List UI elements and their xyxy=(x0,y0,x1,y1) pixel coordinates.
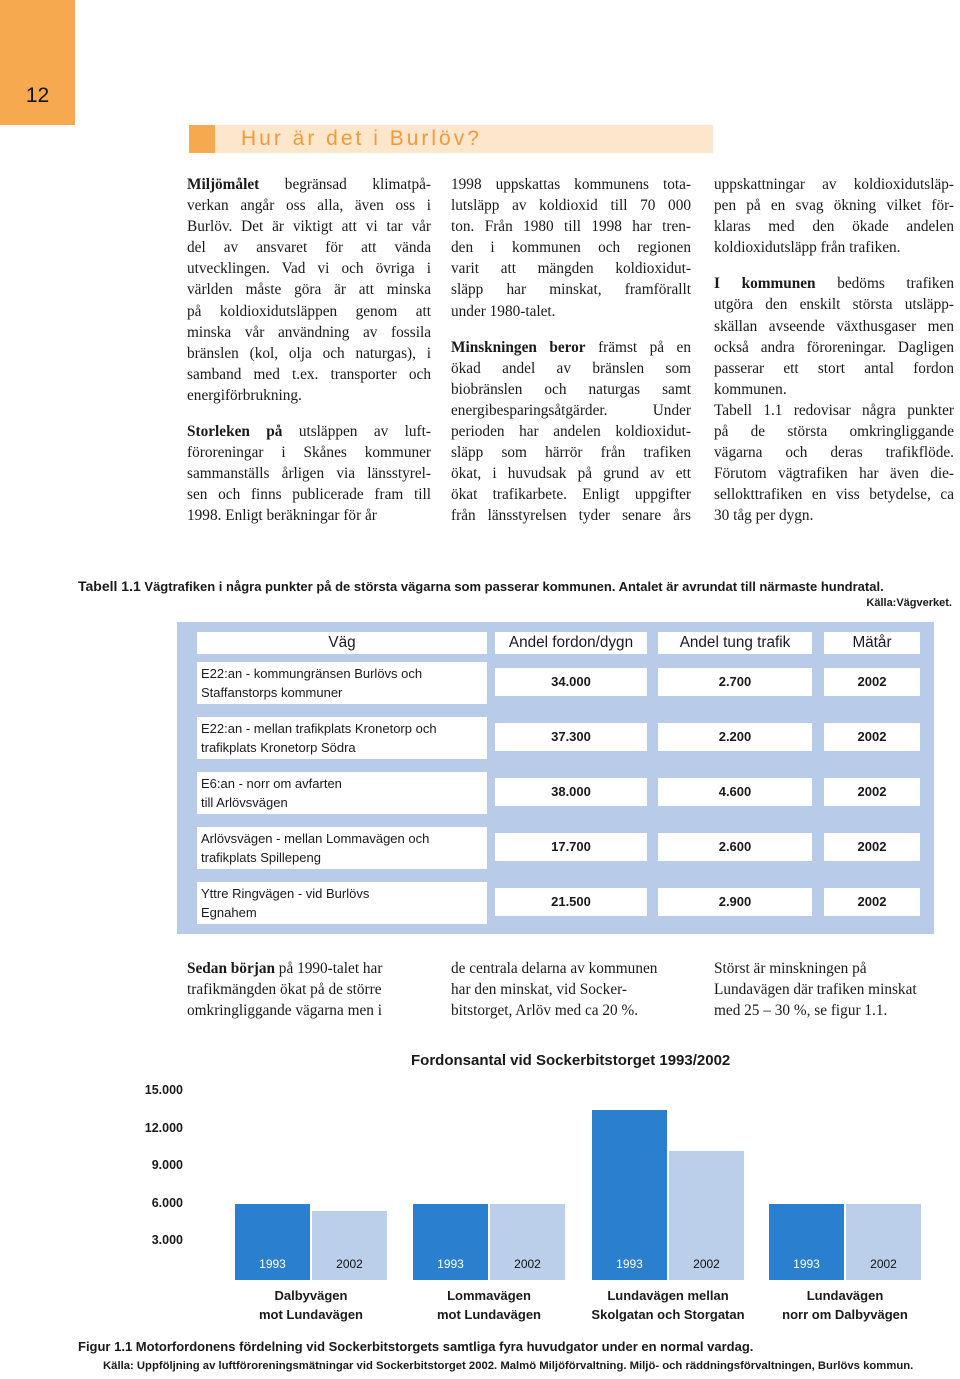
text-line xyxy=(714,463,954,484)
category-label-line: mot Lundavägen xyxy=(436,1307,541,1322)
bar-year-label: 2002 xyxy=(870,1257,897,1271)
paragraph xyxy=(451,337,691,527)
text-line xyxy=(714,195,954,216)
paragraph-lead: I kommunen xyxy=(714,275,816,293)
text-column-1 xyxy=(187,174,431,542)
text-fragment: föroreningar i Skånes kommuner xyxy=(187,444,431,462)
text-line xyxy=(451,484,691,505)
text-fragment: Förutom vägtrafiken har även die- xyxy=(714,465,954,483)
text-fragment: vägarna och deras trafikflöde. xyxy=(714,444,954,462)
road-name-line: trafikplats Spillepeng xyxy=(201,850,321,865)
text-line xyxy=(187,322,431,343)
text-line xyxy=(451,258,691,279)
road-name-line: E6:an - norr om avfarten xyxy=(201,776,342,791)
text-line xyxy=(714,358,954,379)
table-cell-fordon: 34.000 xyxy=(495,668,647,696)
category-label xyxy=(583,1286,753,1324)
text-fragment: kommunen. xyxy=(714,380,787,398)
paragraph-lead: Storleken på xyxy=(187,423,283,441)
text-line xyxy=(187,421,431,442)
text-line xyxy=(187,301,431,322)
text-fragment: samband med t.ex. transporter och xyxy=(187,365,431,383)
text-line xyxy=(451,379,691,400)
text-line xyxy=(714,1000,917,1021)
text-line xyxy=(451,195,691,216)
text-fragment: omkringliggande vägarna men i xyxy=(187,1002,382,1020)
text-fragment: släpp som härrör från trafiken xyxy=(451,444,691,462)
text-fragment: på koldioxidutsläppen genom att xyxy=(187,302,431,320)
bar-year-label: 1993 xyxy=(793,1257,820,1271)
bottom-text-column-3 xyxy=(714,958,917,1021)
figure-caption-text: Motorfordonens fördelning vid Sockerbitstorgets samtliga fyra huvudgator under en normal vardag. xyxy=(132,1339,754,1354)
y-tick-label: 6.000 xyxy=(151,1195,183,1210)
text-line xyxy=(714,174,954,195)
text-line xyxy=(714,958,917,979)
category-label-line: Skolgatan och Storgatan xyxy=(591,1307,745,1322)
text-line xyxy=(187,463,431,484)
text-line xyxy=(714,294,954,315)
text-fragment: ökat, i huvudsak på grund av ett xyxy=(451,465,691,483)
text-line xyxy=(187,195,431,216)
text-line xyxy=(451,301,691,322)
text-fragment: på de största omkringliggande xyxy=(714,423,954,441)
road-name-line: Arlövsvägen - mellan Lommavägen och xyxy=(201,831,430,846)
paragraph xyxy=(714,273,954,526)
text-fragment: ökad andel av bränslen som xyxy=(451,359,691,377)
category-label-line: norr om Dalbyvägen xyxy=(782,1307,908,1322)
bar-year-label: 2002 xyxy=(514,1257,541,1271)
category-label-line: mot Lundavägen xyxy=(258,1307,363,1322)
bottom-text-column-2 xyxy=(451,958,657,1021)
text-fragment: Tabell 1.1 redovisar några punkter xyxy=(714,401,954,419)
text-line xyxy=(451,358,691,379)
text-fragment: från länsstyrelsen tyder senare års xyxy=(451,507,691,525)
text-line xyxy=(451,463,691,484)
text-line xyxy=(714,273,954,294)
table-cell-tung: 2.700 xyxy=(658,668,812,696)
road-name-line: Staffanstorps kommuner xyxy=(201,685,343,700)
text-fragment: klaras med den ökade andelen xyxy=(714,218,954,236)
text-line xyxy=(187,505,431,526)
text-column-2 xyxy=(451,174,691,542)
text-line xyxy=(451,216,691,237)
table-caption-label: Tabell 1.1 xyxy=(78,578,141,594)
table-row-road xyxy=(197,827,487,869)
table-cell-year: 2002 xyxy=(824,833,920,861)
table-header-cell: Mätår xyxy=(824,632,920,654)
text-fragment: utsläppen av luft- xyxy=(282,423,431,441)
text-fragment: perioden har andelen koldioxidut- xyxy=(451,423,691,441)
text-line xyxy=(187,484,431,505)
text-fragment: bränslen (kol, olja och naturgas), i xyxy=(187,344,431,362)
bar-year-label: 2002 xyxy=(336,1257,363,1271)
figure-source: Källa: Uppföljning av luftföroreningsmätningar vid Sockerbitstorget 2002. Malmö Miljöförvaltning. Miljö- och räddningsförvaltningen, Burlövs kommun. xyxy=(103,1360,914,1372)
bar-1993 xyxy=(592,1110,667,1280)
text-line xyxy=(187,343,431,364)
text-fragment: sammanställs årligen via länsstyrel- xyxy=(187,465,431,483)
category-label-line: Lommavägen xyxy=(447,1288,531,1303)
text-line xyxy=(451,1000,657,1021)
heading-accent xyxy=(189,125,215,153)
table-cell-fordon: 21.500 xyxy=(495,888,647,916)
bar-year-label: 1993 xyxy=(259,1257,286,1271)
text-line xyxy=(187,174,431,195)
text-line xyxy=(714,421,954,442)
text-fragment: sellokttrafiken en viss betydelse, ca xyxy=(714,486,954,504)
text-fragment: lutsläpp av koldioxid till 70 000 xyxy=(451,197,691,215)
paragraph xyxy=(187,421,431,526)
table-header-cell: Andel tung trafik xyxy=(658,632,812,654)
text-line xyxy=(714,979,917,1000)
table-cell-fordon: 38.000 xyxy=(495,778,647,806)
text-line xyxy=(451,279,691,300)
text-line xyxy=(187,958,382,979)
table-cell-year: 2002 xyxy=(824,723,920,751)
text-line xyxy=(714,237,954,258)
table-cell-tung: 2.600 xyxy=(658,833,812,861)
text-line xyxy=(451,237,691,258)
text-fragment: de centrala delarna av kommunen xyxy=(451,960,658,977)
table-cell-fordon: 17.700 xyxy=(495,833,647,861)
text-line xyxy=(714,400,954,421)
text-fragment: utvecklingen. Vad vi och övriga i xyxy=(187,260,431,278)
table-row-road xyxy=(197,882,487,924)
text-fragment: 30 tåg per dygn. xyxy=(714,507,814,525)
text-line xyxy=(187,1000,382,1021)
text-line xyxy=(451,421,691,442)
text-fragment: bitstorget, Arlöv med ca 20 %. xyxy=(451,1002,639,1020)
table-cell-tung: 4.600 xyxy=(658,778,812,806)
figure-caption-label: Figur 1.1 xyxy=(78,1339,133,1354)
table-header-cell: Väg xyxy=(197,632,487,654)
paragraph xyxy=(187,174,431,406)
text-fragment: varit att mängden koldioxidut- xyxy=(451,260,691,278)
text-line xyxy=(714,484,954,505)
text-fragment: trafikmängden ökat på de större xyxy=(187,981,382,999)
text-line xyxy=(187,258,431,279)
text-fragment: del av ansvaret för att vända xyxy=(187,239,431,257)
paragraph xyxy=(451,174,691,322)
text-fragment: 1998. Enligt beräkningar för år xyxy=(187,507,377,525)
text-line xyxy=(714,442,954,463)
text-line xyxy=(187,385,431,406)
y-tick-label: 12.000 xyxy=(144,1120,183,1135)
text-line xyxy=(187,237,431,258)
text-line xyxy=(187,442,431,463)
text-fragment: pen på en svag ökning vilket för- xyxy=(714,197,954,215)
text-fragment: uppskattningar av koldioxidutsläp- xyxy=(714,176,954,193)
text-line xyxy=(187,364,431,385)
text-fragment: bedöms trafiken xyxy=(815,275,954,293)
category-label-line: Lundavägen mellan xyxy=(607,1288,729,1303)
table-header-cell: Andel fordon/dygn xyxy=(495,632,647,654)
text-fragment: på 1990-talet har xyxy=(274,960,383,977)
text-fragment: energiförbrukning. xyxy=(187,386,302,404)
text-column-3 xyxy=(714,174,954,542)
text-fragment: utgöra den enskilt största utsläpp- xyxy=(714,296,954,314)
bar-year-label: 2002 xyxy=(693,1257,720,1271)
table-row-road xyxy=(197,662,487,704)
text-fragment: begränsad klimatpå- xyxy=(259,176,431,193)
text-line xyxy=(187,979,382,1000)
text-line xyxy=(714,316,954,337)
paragraph-lead: Sedan början xyxy=(187,960,275,977)
text-fragment: världen måste göra är att minska xyxy=(187,281,431,299)
text-line xyxy=(451,337,691,358)
text-fragment: under 1980-talet. xyxy=(451,302,556,320)
figure-caption xyxy=(78,1339,753,1354)
text-line xyxy=(714,216,954,237)
table-cell-fordon: 37.300 xyxy=(495,723,647,751)
text-fragment: energibesparingsåtgärder. Under xyxy=(451,401,691,419)
text-fragment: har den minskat, vid Socker- xyxy=(451,981,627,999)
text-fragment: med 25 – 30 %, se figur 1.1. xyxy=(714,1002,888,1020)
category-label-line: Lundavägen xyxy=(806,1288,884,1303)
road-name-line: Egnahem xyxy=(201,905,257,920)
table-cell-tung: 2.200 xyxy=(658,723,812,751)
text-fragment: koldioxidutsläpp från trafiken. xyxy=(714,239,901,257)
text-line xyxy=(451,174,691,195)
text-fragment: biobränslen och naturgas samt xyxy=(451,380,691,398)
text-line xyxy=(187,279,431,300)
paragraph-lead: Miljömålet xyxy=(187,176,260,193)
category-label xyxy=(760,1286,930,1324)
table-caption xyxy=(78,578,884,594)
category-label xyxy=(404,1286,574,1324)
y-tick-label: 3.000 xyxy=(151,1233,183,1247)
paragraph xyxy=(714,174,954,258)
text-fragment: verkan angår oss alla, även oss i xyxy=(187,197,431,215)
text-fragment: Burlöv. Det är viktigt att vi tar vår xyxy=(187,218,431,236)
text-fragment: skällan avseende växthusgaser men xyxy=(714,317,954,335)
text-fragment: den i kommunen och regionen xyxy=(451,239,691,257)
bottom-text-column-1 xyxy=(187,958,382,1021)
text-line xyxy=(451,442,691,463)
table-cell-year: 2002 xyxy=(824,778,920,806)
page-number: 12 xyxy=(25,84,50,107)
road-name-line: E22:an - kommungränsen Burlövs och xyxy=(201,666,423,681)
text-fragment: släpp har minskat, framförallt xyxy=(451,281,691,299)
table-cell-year: 2002 xyxy=(824,888,920,916)
text-line xyxy=(451,958,657,979)
category-label-line: Dalbyvägen xyxy=(274,1288,348,1303)
text-fragment: ökat trafikarbete. Enligt uppgifter xyxy=(451,486,691,504)
table-row-road xyxy=(197,717,487,759)
text-line xyxy=(187,216,431,237)
table-row-road xyxy=(197,772,487,814)
text-fragment: också andra föroreningar. Dagligen xyxy=(714,338,954,356)
table-cell-year: 2002 xyxy=(824,668,920,696)
text-fragment: sen och finns publicerade fram till xyxy=(187,486,431,504)
table-source: Källa:Vägverket. xyxy=(866,597,952,609)
table-caption-text: Vägtrafiken i några punkter på de största vägarna som passerar kommunen. Antalet är avrundat till närmaste hundratal. xyxy=(140,579,884,594)
road-name-line: Yttre Ringvägen - vid Burlövs xyxy=(201,886,370,901)
text-fragment: Störst är minskningen på xyxy=(714,960,867,977)
text-line xyxy=(714,505,954,526)
bar-year-label: 1993 xyxy=(616,1257,643,1271)
bar-year-label: 1993 xyxy=(437,1257,464,1271)
road-name-line: E22:an - mellan trafikplats Kronetorp och xyxy=(201,721,437,736)
text-line xyxy=(451,979,657,1000)
chart-title: Fordonsantal vid Sockerbitstorget 1993/2002 xyxy=(411,1052,731,1069)
y-tick-label: 9.000 xyxy=(151,1158,183,1172)
text-line xyxy=(714,337,954,358)
text-line xyxy=(451,400,691,421)
y-tick-label: 15.000 xyxy=(144,1083,183,1097)
road-name-line: till Arlövsvägen xyxy=(201,795,288,810)
table-cell-tung: 2.900 xyxy=(658,888,812,916)
text-fragment: ton. Från 1980 till 1998 har tren- xyxy=(451,218,691,236)
paragraph-lead: Minskningen beror xyxy=(451,338,586,356)
text-fragment: Lundavägen där trafiken minskat xyxy=(714,981,917,999)
text-fragment: minska vår användning av fossila xyxy=(187,323,431,341)
text-line xyxy=(714,379,954,400)
text-fragment: främst på en xyxy=(585,338,691,356)
text-fragment: 1998 uppskattas kommunens tota- xyxy=(451,176,691,193)
category-label xyxy=(226,1286,396,1324)
text-fragment: passerar ett stort antal fordon xyxy=(714,359,954,377)
road-name-line: trafikplats Kronetorp Södra xyxy=(201,740,356,755)
text-line xyxy=(451,505,691,526)
page-heading: Hur är det i Burlöv? xyxy=(241,127,482,150)
